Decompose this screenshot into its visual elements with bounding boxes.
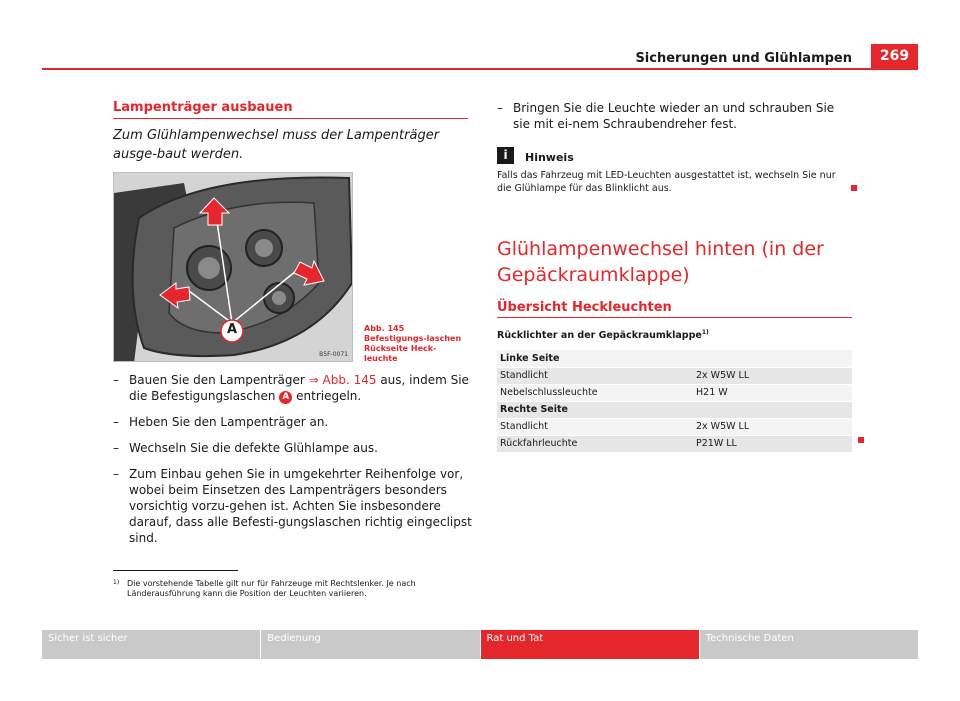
subsection-rule	[497, 317, 852, 318]
subsection-title: Übersicht Heckleuchten	[497, 300, 672, 315]
footnote-mark: 1)	[113, 579, 120, 586]
section-end-mark	[858, 437, 864, 443]
chapter-title: Glühlampenwechsel hinten (in der Gepäckraumklappe)	[497, 238, 824, 286]
step-item: – Zum Einbau gehen Sie in umgekehrter Reihenfolge vor, wobei beim Einsetzen des Lampenträgers besonders vorsichtig vorzu-gehen ist. Achten Sie insbesondere darauf, dass alle Befesti-gungslaschen richtig eingeclipst sind.	[113, 466, 473, 546]
table-row: Standlicht 2x W5W LL	[497, 367, 852, 384]
footer-nav	[42, 630, 918, 659]
table-title: Rücklichter an der Gepäckraumklappe$^{1)}$	[497, 329, 709, 342]
running-header-title: Sicherungen und Glühlampen	[635, 51, 852, 66]
table-row: Linke Seite	[497, 350, 852, 367]
bulb-table	[497, 350, 852, 452]
figure-caption: Abb. 145 Befestigungs-laschen Rückseite Heck-leuchte	[364, 324, 462, 363]
step-list	[113, 372, 473, 556]
section-title: Lampenträger ausbauen	[113, 100, 293, 115]
info-icon: i	[497, 147, 514, 164]
table-row: Rechte Seite	[497, 401, 852, 418]
footnote-text: Die vorstehende Tabelle gilt nur für Fahrzeuge mit Rechtslenker. Je nach Länderausführung kann die Position der Leuchten variieren.	[127, 579, 416, 598]
step-item: – Heben Sie den Lampenträger an.	[113, 414, 473, 430]
figure-label-a: A	[226, 322, 238, 337]
footer-tab-operation[interactable]: Bedienung	[260, 630, 479, 659]
table-row: Nebelschlussleuchte H21 W	[497, 384, 852, 401]
tail-light-figure	[113, 172, 353, 362]
page-number: 269	[871, 44, 918, 69]
footer-tab-advice[interactable]: Rat und Tat	[480, 630, 699, 659]
figure-reference-link[interactable]: ⇒ Abb. 145	[308, 373, 377, 387]
figure-code: B5F-0071	[319, 351, 348, 358]
section-end-mark	[851, 185, 857, 191]
footnote	[113, 579, 473, 599]
note-text: Falls das Fahrzeug mit LED-Leuchten ausgestattet ist, wechseln Sie nur die Glühlampe für das Blinklicht aus.	[497, 170, 836, 194]
note-title: Hinweis	[525, 151, 574, 164]
header-rule	[42, 68, 918, 70]
footnote-rule	[113, 570, 238, 571]
footer-tab-technical-data[interactable]: Technische Daten	[699, 630, 918, 659]
section-rule	[113, 118, 468, 119]
step-item: – Bauen Sie den Lampenträger ⇒ Abb. 145 aus, indem Sie die Befestigungslaschen A entriegeln.	[113, 372, 473, 404]
table-row: Rückfahrleuchte P21W LL	[497, 435, 852, 452]
intro-text: Zum Glühlampenwechsel muss der Lampenträger ausge-baut werden.	[113, 128, 440, 162]
footer-tab-safety[interactable]: Sicher ist sicher	[42, 630, 260, 659]
step-item: – Wechseln Sie die defekte Glühlampe aus.	[113, 440, 473, 456]
callout-badge-a: A	[279, 391, 292, 404]
table-row: Standlicht 2x W5W LL	[497, 418, 852, 435]
footnote-reference: 1)	[701, 329, 709, 336]
step-item-refit: – Bringen Sie die Leuchte wieder an und schrauben Sie sie mit ei-nem Schraubendreher fest.	[497, 100, 852, 132]
